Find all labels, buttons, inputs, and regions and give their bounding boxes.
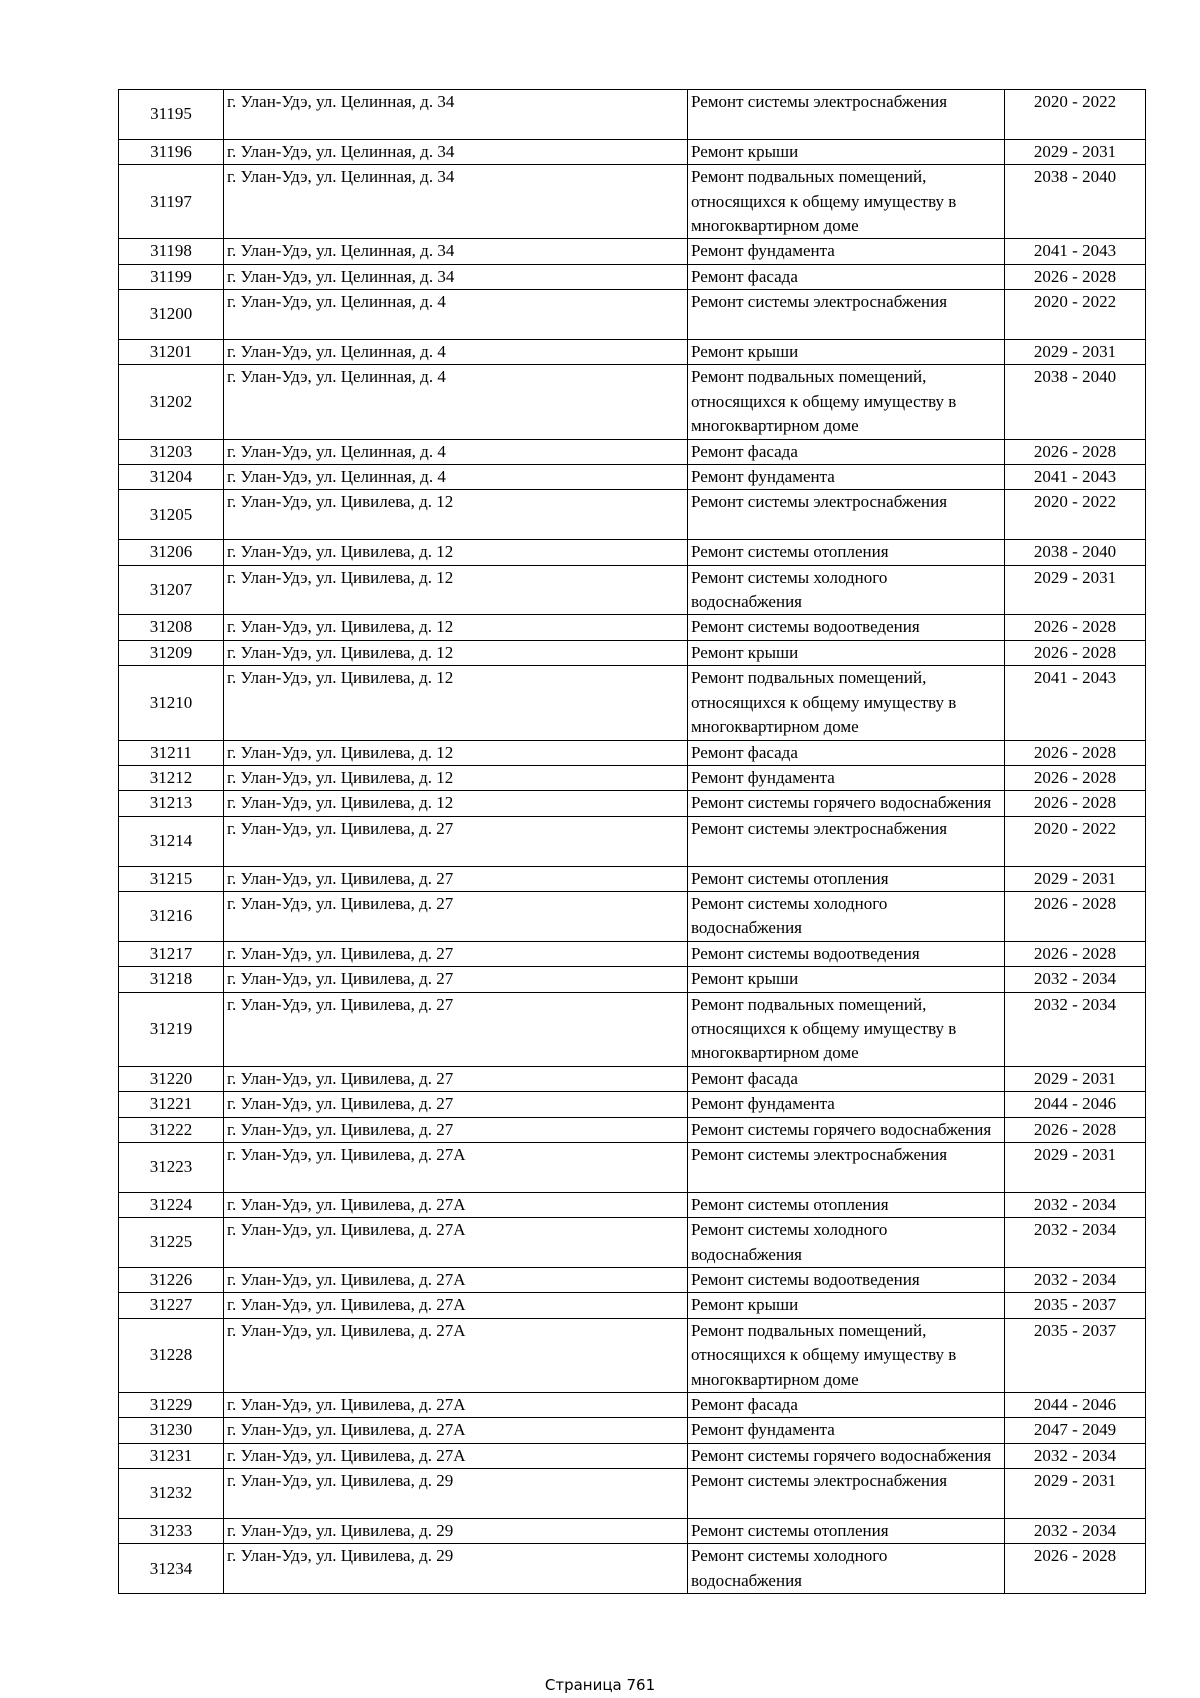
row-address: г. Улан-Удэ, ул. Целинная, д. 4 xyxy=(224,340,688,365)
row-number: 31216 xyxy=(119,891,224,941)
row-number: 31203 xyxy=(119,439,224,464)
row-years: 2026 - 2028 xyxy=(1005,615,1146,640)
row-address: г. Улан-Удэ, ул. Целинная, д. 34 xyxy=(224,264,688,289)
row-work-type: Ремонт фасада xyxy=(688,1066,1005,1091)
row-number: 31197 xyxy=(119,165,224,239)
table-row xyxy=(119,615,1146,640)
row-number: 31206 xyxy=(119,540,224,565)
row-work-type: Ремонт фундамента xyxy=(688,765,1005,790)
row-address: г. Улан-Удэ, ул. Цивилева, д. 27 xyxy=(224,941,688,966)
row-work-type: Ремонт фундамента xyxy=(688,1092,1005,1117)
row-years: 2020 - 2022 xyxy=(1005,490,1146,540)
table-row xyxy=(119,1544,1146,1594)
table-row xyxy=(119,1393,1146,1418)
row-address: г. Улан-Удэ, ул. Цивилева, д. 29 xyxy=(224,1469,688,1519)
row-address: г. Улан-Удэ, ул. Цивилева, д. 27 xyxy=(224,1066,688,1091)
table-row xyxy=(119,1192,1146,1217)
row-work-type: Ремонт системы холодного водоснабжения xyxy=(688,565,1005,615)
row-work-type: Ремонт системы отопления xyxy=(688,866,1005,891)
row-address: г. Улан-Удэ, ул. Целинная, д. 4 xyxy=(224,365,688,439)
row-number: 31210 xyxy=(119,666,224,740)
row-address: г. Улан-Удэ, ул. Цивилева, д. 12 xyxy=(224,740,688,765)
row-work-type: Ремонт системы холодного водоснабжения xyxy=(688,1218,1005,1268)
row-address: г. Улан-Удэ, ул. Цивилева, д. 12 xyxy=(224,791,688,816)
row-years: 2026 - 2028 xyxy=(1005,640,1146,665)
row-work-type: Ремонт системы холодного водоснабжения xyxy=(688,1544,1005,1594)
table-row xyxy=(119,765,1146,790)
row-work-type: Ремонт крыши xyxy=(688,139,1005,164)
table-row xyxy=(119,565,1146,615)
row-number: 31202 xyxy=(119,365,224,439)
row-work-type: Ремонт подвальных помещений, относящихся к общему имуществу в многоквартирном доме xyxy=(688,1318,1005,1392)
row-number: 31199 xyxy=(119,264,224,289)
row-work-type: Ремонт системы холодного водоснабжения xyxy=(688,891,1005,941)
table-row xyxy=(119,1443,1146,1468)
row-work-type: Ремонт системы отопления xyxy=(688,1519,1005,1544)
row-number: 31221 xyxy=(119,1092,224,1117)
row-years: 2038 - 2040 xyxy=(1005,540,1146,565)
row-years: 2026 - 2028 xyxy=(1005,1117,1146,1142)
row-work-type: Ремонт системы водоотведения xyxy=(688,1268,1005,1293)
row-number: 31219 xyxy=(119,992,224,1066)
capital-repair-table xyxy=(118,89,1146,1594)
row-work-type: Ремонт крыши xyxy=(688,340,1005,365)
table-row xyxy=(119,1143,1146,1193)
table-row xyxy=(119,1066,1146,1091)
row-address: г. Улан-Удэ, ул. Цивилева, д. 12 xyxy=(224,666,688,740)
row-work-type: Ремонт системы электроснабжения xyxy=(688,490,1005,540)
row-number: 31217 xyxy=(119,941,224,966)
row-address: г. Улан-Удэ, ул. Цивилева, д. 29 xyxy=(224,1519,688,1544)
row-address: г. Улан-Удэ, ул. Цивилева, д. 12 xyxy=(224,490,688,540)
table-row xyxy=(119,1519,1146,1544)
row-work-type: Ремонт фундамента xyxy=(688,465,1005,490)
row-work-type: Ремонт системы отопления xyxy=(688,1192,1005,1217)
table-row xyxy=(119,139,1146,164)
table-row xyxy=(119,992,1146,1066)
row-years: 2038 - 2040 xyxy=(1005,365,1146,439)
row-years: 2041 - 2043 xyxy=(1005,465,1146,490)
table-body xyxy=(119,90,1146,1594)
row-years: 2032 - 2034 xyxy=(1005,1218,1146,1268)
row-address: г. Улан-Удэ, ул. Цивилева, д. 27А xyxy=(224,1318,688,1392)
row-work-type: Ремонт системы электроснабжения xyxy=(688,1143,1005,1193)
row-work-type: Ремонт крыши xyxy=(688,1293,1005,1318)
row-work-type: Ремонт подвальных помещений, относящихся к общему имуществу в многоквартирном доме xyxy=(688,992,1005,1066)
row-years: 2041 - 2043 xyxy=(1005,666,1146,740)
table-row xyxy=(119,941,1146,966)
row-number: 31213 xyxy=(119,791,224,816)
row-work-type: Ремонт подвальных помещений, относящихся к общему имуществу в многоквартирном доме xyxy=(688,666,1005,740)
row-work-type: Ремонт системы электроснабжения xyxy=(688,90,1005,140)
table-row xyxy=(119,239,1146,264)
row-address: г. Улан-Удэ, ул. Целинная, д. 34 xyxy=(224,139,688,164)
table-row xyxy=(119,967,1146,992)
row-years: 2026 - 2028 xyxy=(1005,264,1146,289)
table-row xyxy=(119,1318,1146,1392)
row-years: 2026 - 2028 xyxy=(1005,891,1146,941)
row-years: 2044 - 2046 xyxy=(1005,1393,1146,1418)
row-address: г. Улан-Удэ, ул. Целинная, д. 34 xyxy=(224,239,688,264)
table-row xyxy=(119,1117,1146,1142)
row-work-type: Ремонт системы отопления xyxy=(688,540,1005,565)
table-row xyxy=(119,816,1146,866)
row-number: 31229 xyxy=(119,1393,224,1418)
row-years: 2029 - 2031 xyxy=(1005,340,1146,365)
row-years: 2029 - 2031 xyxy=(1005,1469,1146,1519)
row-number: 31212 xyxy=(119,765,224,790)
row-address: г. Улан-Удэ, ул. Цивилева, д. 12 xyxy=(224,565,688,615)
row-address: г. Улан-Удэ, ул. Цивилева, д. 27 xyxy=(224,816,688,866)
table-row xyxy=(119,165,1146,239)
row-years: 2026 - 2028 xyxy=(1005,439,1146,464)
table-row xyxy=(119,340,1146,365)
row-work-type: Ремонт системы горячего водоснабжения xyxy=(688,791,1005,816)
row-number: 31223 xyxy=(119,1143,224,1193)
row-years: 2026 - 2028 xyxy=(1005,941,1146,966)
table-row xyxy=(119,891,1146,941)
row-years: 2029 - 2031 xyxy=(1005,1066,1146,1091)
row-years: 2032 - 2034 xyxy=(1005,967,1146,992)
row-work-type: Ремонт системы горячего водоснабжения xyxy=(688,1443,1005,1468)
page-footer: Страница 761 xyxy=(544,1676,656,1694)
row-number: 31234 xyxy=(119,1544,224,1594)
table-row xyxy=(119,290,1146,340)
row-number: 31226 xyxy=(119,1268,224,1293)
table-row xyxy=(119,439,1146,464)
row-number: 31224 xyxy=(119,1192,224,1217)
row-address: г. Улан-Удэ, ул. Целинная, д. 34 xyxy=(224,90,688,140)
row-address: г. Улан-Удэ, ул. Целинная, д. 4 xyxy=(224,439,688,464)
row-number: 31195 xyxy=(119,90,224,140)
row-years: 2035 - 2037 xyxy=(1005,1293,1146,1318)
table-row xyxy=(119,90,1146,140)
row-years: 2026 - 2028 xyxy=(1005,740,1146,765)
row-address: г. Улан-Удэ, ул. Цивилева, д. 12 xyxy=(224,615,688,640)
row-years: 2020 - 2022 xyxy=(1005,816,1146,866)
row-work-type: Ремонт фундамента xyxy=(688,239,1005,264)
table-row xyxy=(119,1469,1146,1519)
row-address: г. Улан-Удэ, ул. Цивилева, д. 27 xyxy=(224,992,688,1066)
row-work-type: Ремонт фасада xyxy=(688,1393,1005,1418)
row-number: 31218 xyxy=(119,967,224,992)
row-number: 31227 xyxy=(119,1293,224,1318)
table-row xyxy=(119,1218,1146,1268)
row-work-type: Ремонт системы электроснабжения xyxy=(688,816,1005,866)
row-years: 2032 - 2034 xyxy=(1005,1519,1146,1544)
row-years: 2020 - 2022 xyxy=(1005,90,1146,140)
table-row xyxy=(119,866,1146,891)
row-years: 2029 - 2031 xyxy=(1005,866,1146,891)
row-years: 2032 - 2034 xyxy=(1005,1192,1146,1217)
row-years: 2035 - 2037 xyxy=(1005,1318,1146,1392)
row-years: 2029 - 2031 xyxy=(1005,1143,1146,1193)
row-address: г. Улан-Удэ, ул. Цивилева, д. 27 xyxy=(224,967,688,992)
row-number: 31198 xyxy=(119,239,224,264)
table-row xyxy=(119,640,1146,665)
row-number: 31222 xyxy=(119,1117,224,1142)
row-address: г. Улан-Удэ, ул. Цивилева, д. 12 xyxy=(224,765,688,790)
row-work-type: Ремонт системы водоотведения xyxy=(688,941,1005,966)
row-work-type: Ремонт фасада xyxy=(688,740,1005,765)
row-number: 31230 xyxy=(119,1418,224,1443)
table-row xyxy=(119,1293,1146,1318)
row-address: г. Улан-Удэ, ул. Цивилева, д. 27 xyxy=(224,1092,688,1117)
row-address: г. Улан-Удэ, ул. Цивилева, д. 27А xyxy=(224,1218,688,1268)
row-address: г. Улан-Удэ, ул. Цивилева, д. 12 xyxy=(224,540,688,565)
table-row xyxy=(119,465,1146,490)
row-number: 31232 xyxy=(119,1469,224,1519)
row-number: 31220 xyxy=(119,1066,224,1091)
row-address: г. Улан-Удэ, ул. Цивилева, д. 27А xyxy=(224,1443,688,1468)
table-row xyxy=(119,740,1146,765)
row-address: г. Улан-Удэ, ул. Цивилева, д. 27 xyxy=(224,866,688,891)
row-number: 31196 xyxy=(119,139,224,164)
row-address: г. Улан-Удэ, ул. Целинная, д. 4 xyxy=(224,290,688,340)
table-row xyxy=(119,540,1146,565)
row-work-type: Ремонт крыши xyxy=(688,967,1005,992)
row-number: 31231 xyxy=(119,1443,224,1468)
row-years: 2032 - 2034 xyxy=(1005,1268,1146,1293)
row-address: г. Улан-Удэ, ул. Цивилева, д. 27А xyxy=(224,1268,688,1293)
row-number: 31204 xyxy=(119,465,224,490)
table-row xyxy=(119,365,1146,439)
row-work-type: Ремонт системы водоотведения xyxy=(688,615,1005,640)
row-years: 2044 - 2046 xyxy=(1005,1092,1146,1117)
row-years: 2038 - 2040 xyxy=(1005,165,1146,239)
row-address: г. Улан-Удэ, ул. Цивилева, д. 27А xyxy=(224,1143,688,1193)
row-address: г. Улан-Удэ, ул. Цивилева, д. 27А xyxy=(224,1192,688,1217)
row-work-type: Ремонт подвальных помещений, относящихся к общему имуществу в многоквартирном доме xyxy=(688,165,1005,239)
row-years: 2032 - 2034 xyxy=(1005,992,1146,1066)
row-address: г. Улан-Удэ, ул. Цивилева, д. 29 xyxy=(224,1544,688,1594)
row-years: 2029 - 2031 xyxy=(1005,565,1146,615)
row-number: 31200 xyxy=(119,290,224,340)
row-years: 2020 - 2022 xyxy=(1005,290,1146,340)
row-work-type: Ремонт системы горячего водоснабжения xyxy=(688,1117,1005,1142)
row-years: 2029 - 2031 xyxy=(1005,139,1146,164)
table-row xyxy=(119,1268,1146,1293)
row-number: 31207 xyxy=(119,565,224,615)
table-row xyxy=(119,791,1146,816)
row-number: 31225 xyxy=(119,1218,224,1268)
row-number: 31208 xyxy=(119,615,224,640)
row-work-type: Ремонт системы электроснабжения xyxy=(688,1469,1005,1519)
row-number: 31214 xyxy=(119,816,224,866)
row-address: г. Улан-Удэ, ул. Цивилева, д. 12 xyxy=(224,640,688,665)
table-row xyxy=(119,1092,1146,1117)
row-years: 2047 - 2049 xyxy=(1005,1418,1146,1443)
table-row xyxy=(119,264,1146,289)
row-years: 2026 - 2028 xyxy=(1005,765,1146,790)
row-number: 31205 xyxy=(119,490,224,540)
row-work-type: Ремонт фундамента xyxy=(688,1418,1005,1443)
row-address: г. Улан-Удэ, ул. Цивилева, д. 27 xyxy=(224,891,688,941)
row-work-type: Ремонт подвальных помещений, относящихся к общему имуществу в многоквартирном доме xyxy=(688,365,1005,439)
row-number: 31233 xyxy=(119,1519,224,1544)
table-row xyxy=(119,490,1146,540)
row-years: 2032 - 2034 xyxy=(1005,1443,1146,1468)
row-years: 2041 - 2043 xyxy=(1005,239,1146,264)
row-address: г. Улан-Удэ, ул. Цивилева, д. 27 xyxy=(224,1117,688,1142)
table-row xyxy=(119,1418,1146,1443)
row-number: 31211 xyxy=(119,740,224,765)
row-work-type: Ремонт фасада xyxy=(688,439,1005,464)
row-number: 31209 xyxy=(119,640,224,665)
row-number: 31228 xyxy=(119,1318,224,1392)
row-years: 2026 - 2028 xyxy=(1005,1544,1146,1594)
row-address: г. Улан-Удэ, ул. Цивилева, д. 27А xyxy=(224,1393,688,1418)
row-address: г. Улан-Удэ, ул. Целинная, д. 34 xyxy=(224,165,688,239)
row-work-type: Ремонт системы электроснабжения xyxy=(688,290,1005,340)
row-number: 31215 xyxy=(119,866,224,891)
row-years: 2026 - 2028 xyxy=(1005,791,1146,816)
row-work-type: Ремонт крыши xyxy=(688,640,1005,665)
row-address: г. Улан-Удэ, ул. Целинная, д. 4 xyxy=(224,465,688,490)
row-address: г. Улан-Удэ, ул. Цивилева, д. 27А xyxy=(224,1418,688,1443)
row-work-type: Ремонт фасада xyxy=(688,264,1005,289)
table-row xyxy=(119,666,1146,740)
row-address: г. Улан-Удэ, ул. Цивилева, д. 27А xyxy=(224,1293,688,1318)
row-number: 31201 xyxy=(119,340,224,365)
